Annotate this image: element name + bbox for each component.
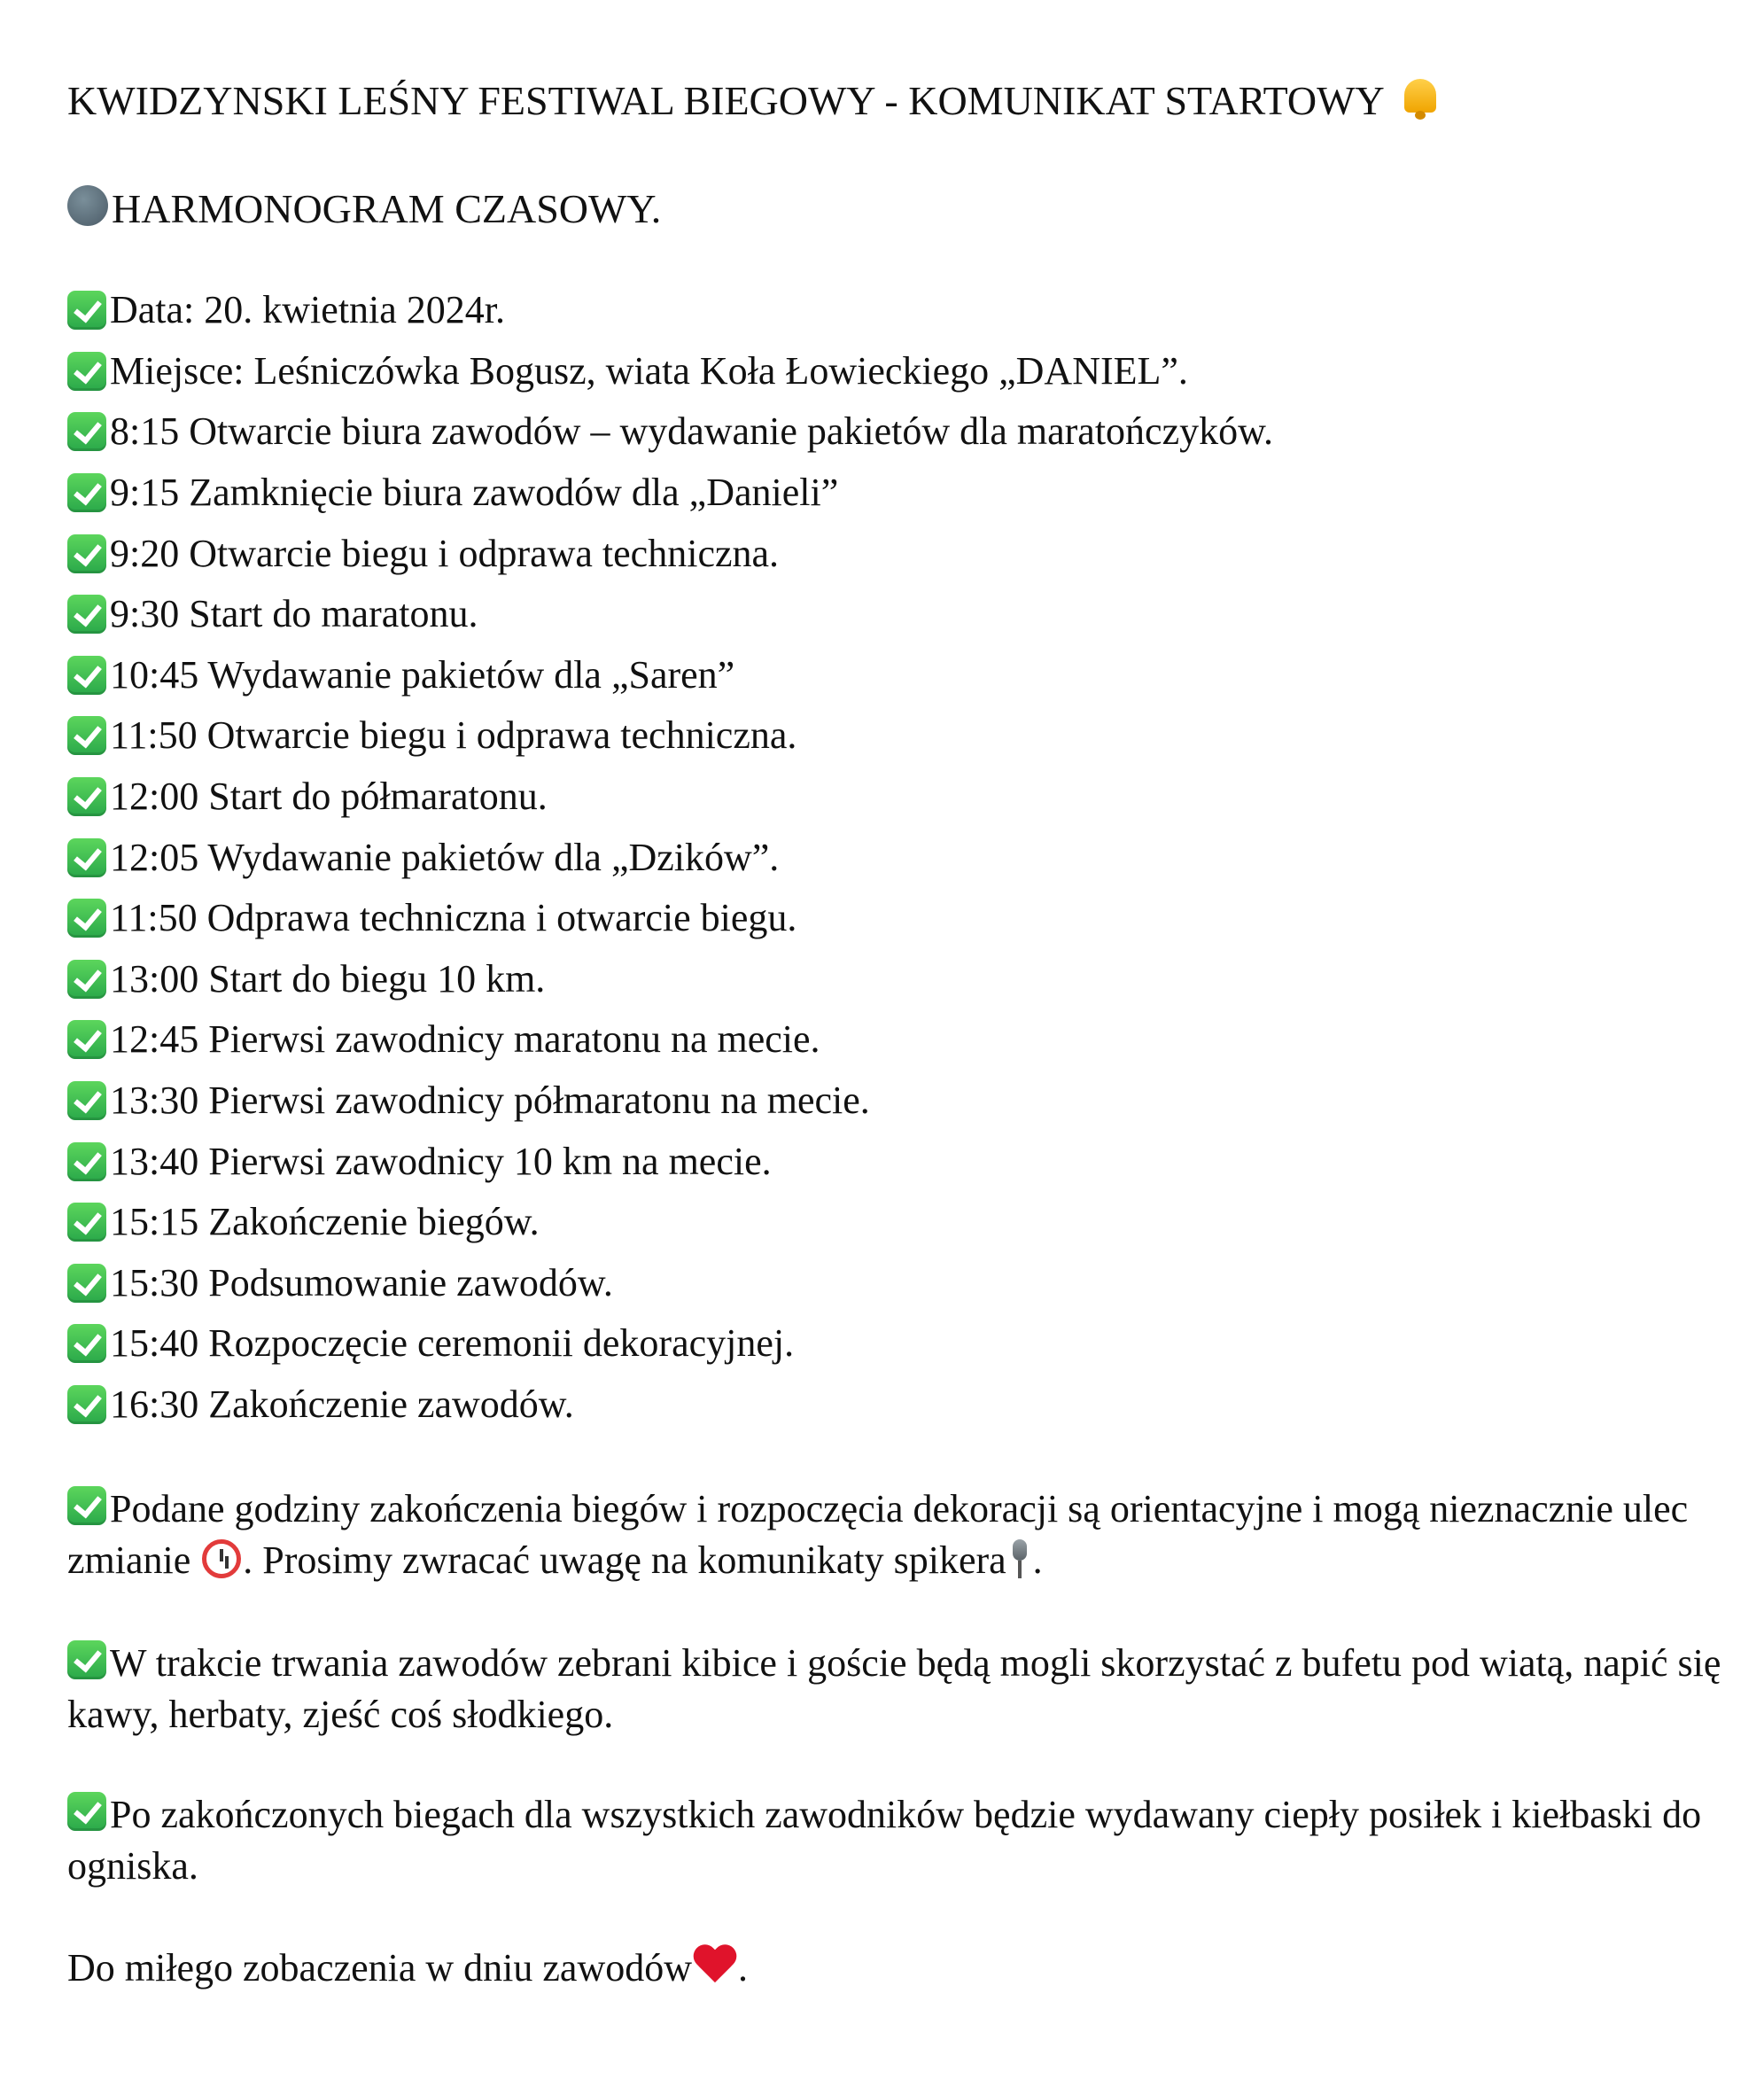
list-item xyxy=(67,645,1273,706)
heading-text: HARMONOGRAM CZASOWY. xyxy=(112,186,662,231)
check-mark-icon xyxy=(67,534,106,573)
list-item-text: 8:15 Otwarcie biura zawodów – wydawanie pakietów dla maratończyków. xyxy=(110,409,1274,454)
list-item-text: 9:30 Start do maratonu. xyxy=(110,592,478,636)
list-item xyxy=(67,584,1273,645)
list-item-text: 9:20 Otwarcie biegu i odprawa techniczna. xyxy=(110,531,780,575)
list-item xyxy=(67,341,1273,402)
check-mark-icon xyxy=(67,412,106,451)
list-item-text: 12:45 Pierwsi zawodnicy maratonu na mecie. xyxy=(110,1017,820,1062)
check-mark-icon xyxy=(67,352,106,391)
list-item xyxy=(67,949,1273,1010)
check-mark-icon xyxy=(67,838,106,877)
closing-text: Do miłego zobaczenia w dniu zawodów xyxy=(67,1946,692,1990)
check-mark-icon xyxy=(67,1385,106,1424)
list-item xyxy=(67,523,1273,584)
list-item xyxy=(67,463,1273,524)
list-item-text: 12:05 Wydawanie pakietów dla „Dzików”. xyxy=(110,835,780,879)
list-item xyxy=(67,1253,1273,1314)
list-item-text: 15:40 Rozpoczęcie ceremonii dekoracyjnej. xyxy=(110,1321,795,1366)
list-item-text: 15:15 Zakończenie biegów. xyxy=(110,1200,540,1244)
document-title xyxy=(67,71,1440,131)
note-meal xyxy=(67,1789,1733,1892)
list-item xyxy=(67,1374,1273,1436)
list-item-text: 12:00 Start do półmaratonu. xyxy=(110,775,548,819)
schedule-list xyxy=(67,280,1273,1435)
list-item-text: 16:30 Zakończenie zawodów. xyxy=(110,1382,574,1426)
list-item-text: 9:15 Zamknięcie biura zawodów dla „Danieli” xyxy=(110,471,839,515)
list-item xyxy=(67,1009,1273,1071)
list-item xyxy=(67,1313,1273,1374)
list-item-text: 11:50 Otwarcie biegu i odprawa techniczna. xyxy=(110,713,797,758)
list-item-text: 15:30 Podsumowanie zawodów. xyxy=(110,1260,613,1304)
check-mark-icon xyxy=(67,1324,106,1363)
note-text: Podane godziny zakończenia biegów i rozpoczęcia dekoracji są orientacyjne i mogą nieznacznie ulec zmianie xyxy=(67,1487,1689,1582)
clock-icon xyxy=(67,185,108,226)
list-item-text: 13:40 Pierwsi zawodnicy 10 km na mecie. xyxy=(110,1139,772,1183)
heart-icon xyxy=(692,1943,738,1986)
check-mark-icon xyxy=(67,656,106,695)
note-text: Po zakończonych biegach dla wszystkich zawodników będzie wydawany ciepły posiłek i kiełbaski do ogniska. xyxy=(67,1793,1702,1888)
check-mark-icon xyxy=(67,1640,106,1679)
check-mark-icon xyxy=(67,1203,106,1242)
list-item xyxy=(67,767,1273,828)
microphone-icon xyxy=(1006,1538,1033,1580)
list-item-text: Miejsce: Leśniczówka Bogusz, wiata Koła Łowieckiego „DANIEL”. xyxy=(110,348,1188,393)
list-item xyxy=(67,280,1273,341)
list-item xyxy=(67,888,1273,949)
list-item xyxy=(67,1131,1273,1192)
list-item xyxy=(67,1071,1273,1132)
list-item-text: 13:30 Pierwsi zawodnicy półmaratonu na mecie. xyxy=(110,1079,870,1123)
list-item-text: 11:50 Odprawa techniczna i otwarcie biegu. xyxy=(110,896,797,940)
note-orientation-times xyxy=(67,1483,1733,1586)
schedule-heading xyxy=(67,179,661,239)
check-mark-icon xyxy=(67,1792,106,1831)
list-item-text: 10:45 Wydawanie pakietów dla „Saren” xyxy=(110,652,735,697)
note-text: W trakcie trwania zawodów zebrani kibice i goście będą mogli skorzystać z bufetu pod wiatą, napić się kawy, herbaty, zjeść coś słodkiego. xyxy=(67,1641,1721,1736)
check-mark-icon xyxy=(67,1486,106,1525)
check-mark-icon xyxy=(67,473,106,512)
list-item xyxy=(67,401,1273,463)
check-mark-icon xyxy=(67,1264,106,1303)
check-mark-icon xyxy=(67,1020,106,1059)
list-item xyxy=(67,705,1273,767)
check-mark-icon xyxy=(67,716,106,755)
list-item-text: 13:00 Start do biegu 10 km. xyxy=(110,956,546,1001)
check-mark-icon xyxy=(67,1142,106,1181)
closing-line xyxy=(67,1943,1733,1994)
check-mark-icon xyxy=(67,595,106,634)
note-text: . Prosimy zwracać uwagę na komunikaty spikera xyxy=(243,1538,1006,1582)
check-mark-icon xyxy=(67,899,106,938)
list-item xyxy=(67,827,1273,888)
list-item xyxy=(67,1192,1273,1253)
check-mark-icon xyxy=(67,291,106,330)
check-mark-icon xyxy=(67,777,106,816)
check-mark-icon xyxy=(67,1081,106,1120)
title-text: KWIDZYNSKI LEŚNY FESTIWAL BIEGOWY - KOMUNIKAT STARTOWY xyxy=(67,78,1384,123)
alarm-clock-icon xyxy=(202,1539,241,1578)
list-item-text: Data: 20. kwietnia 2024r. xyxy=(110,288,506,332)
bell-icon xyxy=(1401,75,1440,120)
check-mark-icon xyxy=(67,960,106,999)
closing-end: . xyxy=(738,1946,748,1990)
note-text: . xyxy=(1032,1538,1043,1582)
note-buffet xyxy=(67,1638,1733,1740)
